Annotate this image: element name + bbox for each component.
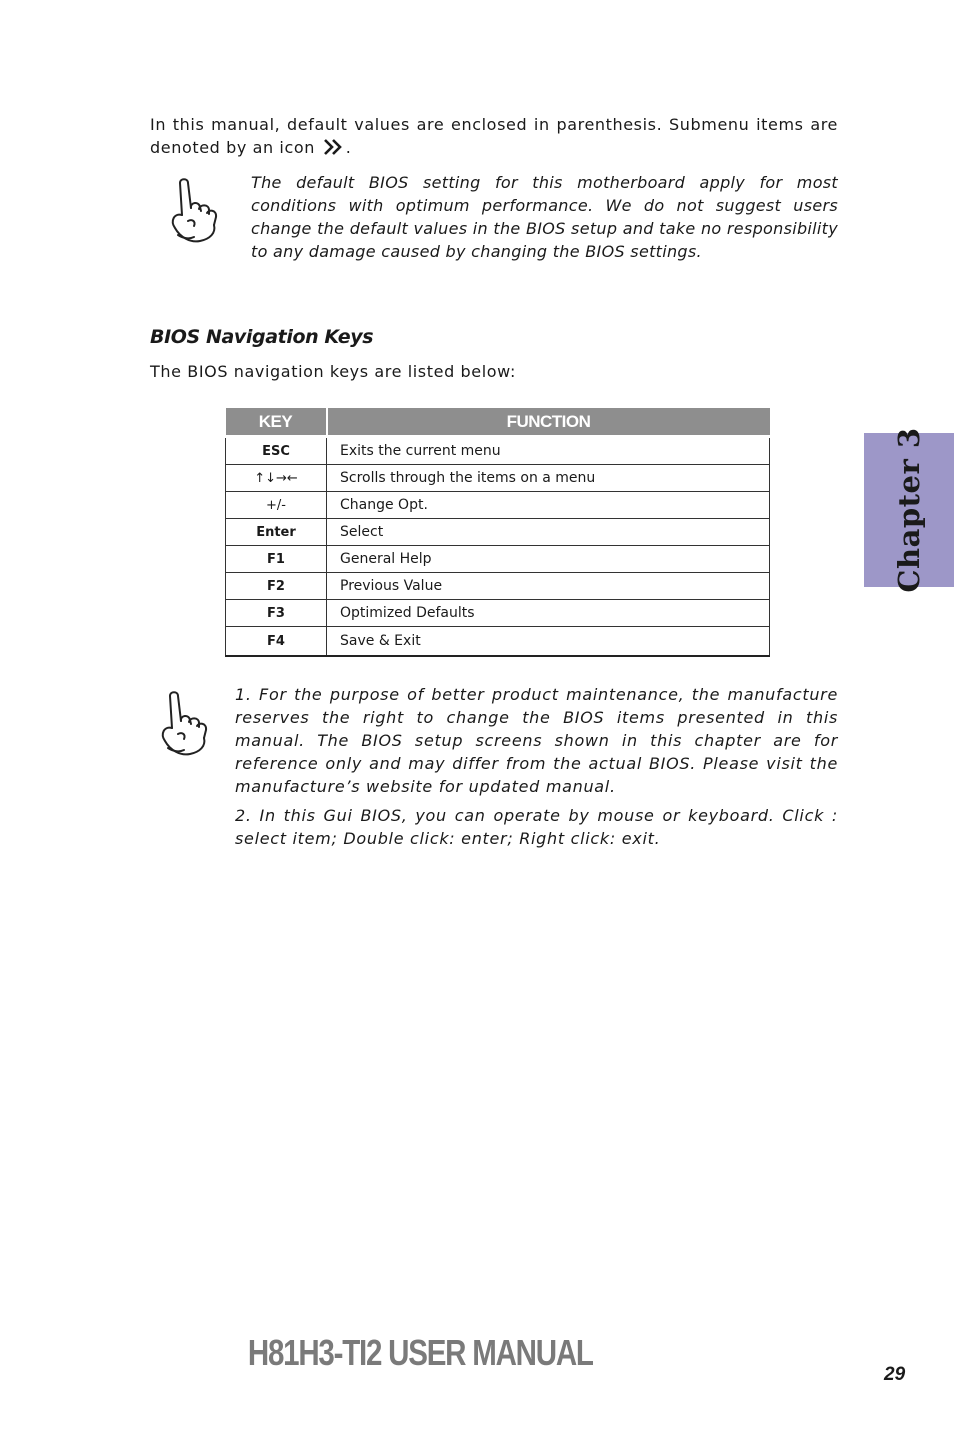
table-row (226, 492, 770, 519)
table-header-row (226, 408, 770, 437)
table-row (226, 465, 770, 492)
function-cell: General Help (327, 546, 770, 573)
note-item-1: 1. For the purpose of better product maintenance, the manufacture reserves the right to change the BIOS items presented in this manual. The BIOS setup screens shown in this chapter are for reference only and may differ from the actual BIOS. Please visit the manufacture’s website for updated manual. (235, 685, 838, 796)
column-header-key: KEY (226, 408, 327, 437)
manual-title: H81H3-TI2 USER MANUAL (247, 1332, 593, 1373)
function-cell: Change Opt. (327, 492, 770, 519)
intro-text: In this manual, default values are enclosed in parenthesis. Submenu items are denoted by an icon (150, 115, 838, 157)
table-row (226, 546, 770, 573)
pointing-hand-icon (166, 175, 228, 247)
intro-text-end: . (345, 138, 352, 157)
key-cell: F3 (226, 600, 327, 627)
table-row (226, 437, 770, 465)
function-cell: Select (327, 519, 770, 546)
pointing-hand-icon (156, 688, 218, 760)
key-cell: ↑↓→← (226, 465, 327, 492)
navigation-keys-table (225, 408, 770, 657)
function-cell: Optimized Defaults (327, 600, 770, 627)
intro-paragraph (150, 113, 838, 159)
section-heading: BIOS Navigation Keys (150, 326, 374, 348)
key-cell: F1 (226, 546, 327, 573)
table-row (226, 573, 770, 600)
default-settings-note: The default BIOS setting for this motherboard apply for most conditions with optimum performance. We do not suggest users change the default values in the BIOS setup and take no responsibility to any damage caused by changing the BIOS settings. (251, 173, 838, 261)
function-cell: Scrolls through the items on a menu (327, 465, 770, 492)
function-cell: Previous Value (327, 573, 770, 600)
table-row (226, 627, 770, 657)
key-cell: ESC (226, 437, 327, 465)
page-number: 29 (884, 1364, 906, 1385)
chapter-tab (864, 427, 954, 593)
section-intro: The BIOS navigation keys are listed below: (150, 362, 516, 381)
key-cell: +/- (226, 492, 327, 519)
table-row (226, 600, 770, 627)
table-row (226, 519, 770, 546)
chapter-tab-label: Chapter 3 (892, 427, 926, 593)
column-header-function: FUNCTION (327, 408, 770, 437)
key-cell: Enter (226, 519, 327, 546)
bios-disclaimer-note (235, 683, 838, 856)
function-cell: Save & Exit (327, 627, 770, 657)
key-cell: F4 (226, 627, 327, 657)
key-cell: F2 (226, 573, 327, 600)
note-item-2: 2. In this Gui BIOS, you can operate by mouse or keyboard. Click : select item; Double click: enter; Right click: exit. (235, 806, 838, 848)
double-chevron-right-icon (323, 138, 345, 156)
function-cell: Exits the current menu (327, 437, 770, 465)
